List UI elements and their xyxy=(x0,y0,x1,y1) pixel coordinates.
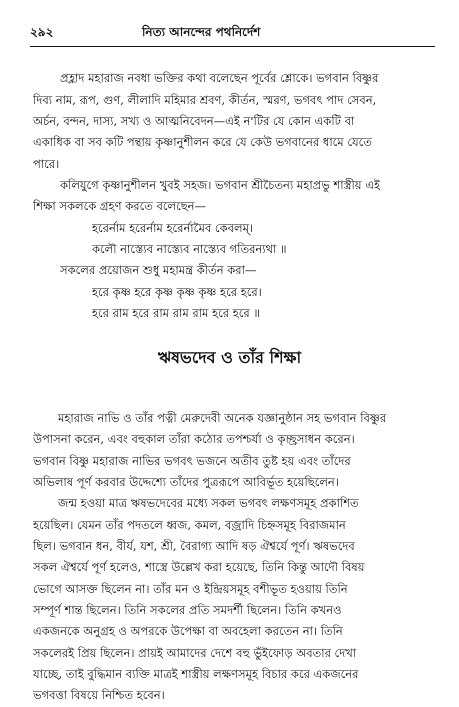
paragraph-line: ছিল। ভগবান ধন, বীর্য, যশ, শ্রী, বৈরাগ্য আদি ষড় ঐশ্বর্যে পূর্ণ। ঋষভদেব xyxy=(33,539,355,553)
paragraph-line: ভগবান বিষ্ণু মহারাজ নাভির ভগবৎ ভজনে অতীব তুষ্ট হয় এবং তাঁদের xyxy=(33,454,351,468)
paragraph-line: মহারাজ নাভি ও তাঁর পত্নী মেরুদেবী অনেক যজ্ঞানুষ্ঠান সহ ভগবান বিষ্ণুর xyxy=(58,411,387,425)
paragraph-line: পারে। xyxy=(33,157,60,171)
paragraph-line: ভোগে আসক্ত ছিলেন না। তাঁর মন ও ইন্দ্রিয়সমূহ বশীভূত হওয়ায় তিনি xyxy=(33,582,348,596)
verse-line: হরের্নাম হরের্নাম হরের্নামৈব কেবলম্। xyxy=(92,221,254,235)
paragraph-line: একজনকে অনুগ্রহ ও অপরকে উপেক্ষা বা অবহেলা করতেন না। তিনি xyxy=(33,624,343,638)
verse-line: কলৌ নাস্ত্যেব নাস্ত্যেব নাস্ত্যেব গতিরন্যথা ॥ xyxy=(92,242,287,256)
running-title: নিত্য আনন্দের পথনির্দেশ xyxy=(142,25,261,39)
page-number: ২৯২ xyxy=(30,25,54,39)
paragraph-line: সম্পূর্ণ শান্ত ছিলেন। তিনি সকলের প্রতি সমদর্শী ছিলেন। তিনি কখনও xyxy=(33,603,342,617)
paragraph-line: একাধিক বা সব কটি পন্থায় কৃষ্ণানুশীলন করে যে কেউ ভগবানের ধামে যেতে xyxy=(33,135,372,149)
paragraph-line: সকলেরই প্রিয় ছিলেন। প্রায়ই আমাদের দেশে বহু ভুঁইফোড় অবতার দেখা xyxy=(33,646,357,660)
paragraph-line: ভগবত্তা বিষয়ে নিশ্চিত হবেন। xyxy=(33,688,165,702)
mantra-line: হরে কৃষ্ণ হরে কৃষ্ণ কৃষ্ণ কৃষ্ণ হরে হরে। xyxy=(92,285,262,299)
paragraph-line: শিক্ষা সকলকে গ্রহণ করতে বলেছেন— xyxy=(33,199,207,213)
paragraph-line: অভিলাষ পূর্ণ করবার উদ্দেশ্যে তাঁদের পুত্ররূপে আবির্ভূত হয়েছিলেন। xyxy=(33,475,339,489)
paragraph-line: সকল ঐশ্বর্যে পূর্ণ হলেও, শাস্ত্রে উল্লেখ করা হয়েছে, তিনি কিন্তু আদৌ বিষয় xyxy=(33,560,365,574)
paragraph-line: উপাসনা করেন, এবং বহুকাল তাঁরা কঠোর তপশ্চর্যা ও কৃচ্ছ্রসাধন করেন। xyxy=(33,432,355,446)
chapter-title: ঋষভদেব ও তাঁর শিক্ষা xyxy=(157,348,302,367)
paragraph-line: দিব্য নাম, রূপ, গুণ, লীলাদি মহিমার শ্রবণ, কীর্তন, স্মরণ, ভগবৎ পাদ সেবন, xyxy=(33,93,377,107)
paragraph-line: অর্চন, বন্দন, দাস্য, সখ্য ও আত্মনিবেদন—এই ন'টির যে কোন একটি বা xyxy=(33,114,355,128)
paragraph-line: জন্ম হওয়া মাত্র ঋষভদেবের মধ্যে সকল ভগবৎ লক্ষণসমূহ প্রকাশিত xyxy=(58,496,359,510)
mantra-line: হরে রাম হরে রাম রাম রাম হরে হরে ॥ xyxy=(92,306,260,320)
page-header xyxy=(30,22,430,42)
paragraph-line: যাচ্ছে, তাই বুদ্ধিমান ব্যক্তি মাত্রই শাস্ত্রীয় লক্ষণসমূহ বিচার করে একজনের xyxy=(33,667,359,681)
paragraph-line: কলিযুগে কৃষ্ণানুশীলন খুবই সহজ। ভগবান শ্রীচৈতন্য মহাপ্রভু শাস্ত্রীয় এই xyxy=(60,178,380,192)
paragraph-line: প্রহ্লাদ মহারাজ নবধা ভক্তির কথা বলেছেন পূর্বের শ্লোকে। ভগবান বিষ্ণুর xyxy=(60,71,379,85)
paragraph-line: সকলের প্রয়োজন শুধু মহামন্ত্র কীর্তন করা— xyxy=(60,263,257,277)
header-rule xyxy=(30,46,435,47)
paragraph-line: হয়েছিল। যেমন তাঁর পদতলে ধ্বজ, কমল, বজ্রাদি চিহ্নসমূহ বিরাজমান xyxy=(33,518,346,532)
